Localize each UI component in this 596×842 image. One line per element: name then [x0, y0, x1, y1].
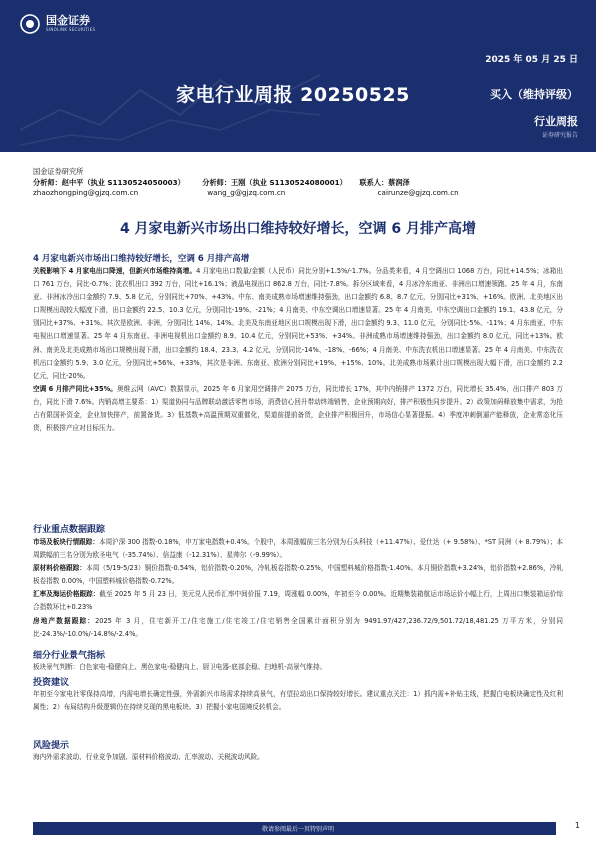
export-body: 4 月家电出口数量/金额（人民币）同比分别+1.5%/-1.7%。分品类来看，4 月空调出口 1068 万台，同比+14.5%；冰箱出口 761 万台，同比-0.7%；洗衣机出口 392 万台，同比+16.1%；液晶电视出口 862.8 万台，同比-7.8%。拆分区域来看，4 月冰冷东南亚、非洲出口增速领跑。25 年 4 月，东南亚、非洲冰冷出口金额约 7.9、5.8 亿元，分别同比+70%、+43%。中东、南美成熟市场增速维持强劲，出口金额约 6.8、8.7 亿元，分别同比+31%、+16%。欧洲、北美地区出口规模出现较大幅度下滑，出口金额约 22.5、10.3 亿元，分别同比-19%、-21%；4 月南美、中东空调出口增速显著。25 年 4 月南美、中东空调出口金额约 19.1、43.8 亿元，分别同比+37%、+31%。其次是欧洲、非洲，分别同比 14%、14%。北美及东南亚地区出口规模出现下滑，出口金额约 9.3、11.0 亿元，分别同比-5%、-11%；4 月东南亚、中东电视出口增速显著。25 年 4 月东南亚、非洲电视机出口金额约 8.9、10.4 亿元，分别同比+53%、+34%。非洲成熟市场增速维持强劲，出口金额约 8.0 亿元，同比+13%。欧洲、南美及北美成熟市场出口规模出现下滑，出口金额约 18.4、23.3、4.2 亿元，分别同比-14%、-18%、-66%；4 月南美、中东洗衣机出口增速显著。25 年 4 月南美、中东洗衣机出口金额约 5.9、3.0 亿元，分别同比+56%、+33%，其次是非洲、东南亚、欧洲分别同比+19%、+15%、10%。北美成熟市场累计出口规模出现大幅下滑，出口金额约 2.2 亿元，同比-20%。: [33, 267, 563, 380]
logo-icon: [20, 14, 40, 34]
author-block: [33, 167, 573, 199]
fx-lead: 汇率及海运价格跟踪：: [33, 590, 100, 599]
logo-text-en: SINOLINK SECURITIES: [46, 27, 96, 32]
analyst-1: 分析师：赵中平（执业 S1130524050003）: [33, 177, 185, 187]
logo-text-cn: 国金证券: [46, 14, 90, 27]
advice-text: 年初至今家电社零保持高增，内需电增长确定性强，外需新兴市场需求持续高景气，有望拉动出口保持较好增长。建议重点关注：1）抓内需+补贴主线，把握白电板块确定性及红利属性；2）布局结构升级逻辑仍在持续兑现的黑电板块。3）把握小家电国境反转机会。: [33, 690, 563, 712]
realestate-body: 2025 年 3 月，住宅新开工/住宅施工/住宅竣工/住宅销售全国累计面积分别为 9491.97/427,236.72/9,501.72/18,481.25 万平方米，分别同比-24.3%/-10.0%/-14.8%/-2.4%。: [33, 616, 564, 638]
sentiment-heading: 细分行业景气指标: [33, 651, 106, 661]
analyst-2-email[interactable]: wang_g@gjzq.com.cn: [207, 188, 286, 197]
ac-paragraph: [33, 383, 563, 435]
report-type: 行业周报: [534, 115, 578, 128]
contact-email[interactable]: cairunze@gjzq.com.cn: [377, 188, 459, 197]
fx-paragraph: [33, 588, 563, 614]
footer-disclaimer: 敬请参阅最后一页特别声明: [261, 826, 334, 833]
report-header: [0, 0, 596, 152]
sentiment-body: [33, 661, 563, 674]
market-lead: 市场及板块行情跟踪：: [33, 538, 99, 546]
institute-name: 国金证券研究所: [33, 167, 84, 176]
email-row: [33, 188, 573, 199]
raw-lead: 原材料价格跟踪：: [33, 564, 87, 573]
analyst-1-email[interactable]: zhaozhongping@gjzq.com.cn: [33, 188, 139, 197]
summary-body: [33, 265, 563, 435]
report-headline: 4 月家电新兴市场出口维持较好增长，空调 6 月排产高增: [119, 221, 477, 237]
raw-body: 本周（5/19-5/23）铜价指数-0.54%，铝价指数-0.20%，冷轧板卷指数-0.25%，中国塑料城价格指数-1.40%。本月铜价指数+3.24%，铝价指数+2.86%，冷轧板卷指数 0.00%，中国塑料城价格指数-0.72%。: [33, 564, 563, 586]
risk-heading: 风险提示: [33, 741, 70, 751]
tracking-body: [33, 536, 563, 641]
analyst-2: 分析师：王刚（执业 S1130524080001）: [202, 177, 347, 187]
export-lead: 关税影响下 4 月家电出口降速，但新兴市场维持高增。: [33, 267, 197, 275]
risk-body: [33, 751, 563, 764]
fx-body: 截至 2025 年 5 月 23 日，美元兑人民币汇率中间价报 7.19，周涨幅 0.00%，年初至今 0.00%。近期集装箱航运市场运价小幅上行，上周出口集装箱运价综合指数环比+0.23%: [33, 590, 564, 612]
ac-lead: 空调 6 月排产同比+35%。: [33, 384, 117, 393]
raw-paragraph: [33, 562, 563, 588]
tracking-heading: 行业重点数据跟踪: [33, 525, 106, 535]
contact-person: 联系人：蔡润泽: [359, 177, 410, 187]
advice-heading: 投资建议: [33, 678, 70, 688]
market-paragraph: [33, 536, 563, 562]
page-number: 1: [574, 821, 580, 830]
realestate-paragraph: [33, 615, 563, 641]
sentiment-text: 板块景气判断：白色家电-稳健向上、黑色家电-稳健向上、厨卫电器-底部企稳、扫地机-高景气维持。: [33, 663, 327, 671]
ac-body: 奥维云网（AVC）数据显示，2025 年 6 月家用空调排产 2075 万台，同比增长 17%，其中内销排产 1372 万台，同比增长 35.4%，出口排产 803 万台，同比下滑 7.6%。内销高增主要系：1）渠道协同与品牌联动激活零售市场，消费信心回升带动终端销售，企业预期向好，排产积极性同步提升。2）政策加码释放集中需求，为抢占有限国补资金，企业加快排产，前置备货。3）低基数+高温预期双重催化，渠道前提前备货，企业排产积极回升，市场信心显著提振。4）季度冲刺倒逼产能释放，企业常态化压货，积极排产应对目标压力。: [33, 384, 563, 433]
department-label: 证券研究报告: [541, 132, 578, 139]
page-footer: [0, 816, 596, 842]
analyst-row: [33, 178, 573, 189]
rating-badge: 买入（维持评级）: [490, 88, 578, 101]
company-logo: [20, 14, 95, 34]
report-title: 家电行业周报 20250525: [176, 84, 410, 106]
export-paragraph: [33, 265, 563, 383]
market-body: 本周沪深 300 指数-0.18%，申万家电指数+0.4%。个股中，本周涨幅前三名分别为石头科技（+11.47%）、爱仕达（+ 9.58%）、*ST 同洲（+ 8.79%）；本周跌幅前三名分别为欧圣电气（-35.74%）、倍益康（-12.31%）、星帅尔（-9.99%）。: [33, 538, 564, 560]
risk-text: 海内外需求波动、行业竞争加剧、原材料价格波动、汇率波动、关税波动风险。: [33, 753, 264, 761]
advice-body: [33, 688, 563, 714]
report-date: 2025 年 05 月 25 日: [485, 55, 578, 65]
summary-subtitle: 4 月家电新兴市场出口维持较好增长，空调 6 月排产高增: [33, 254, 250, 264]
realestate-lead: 房地产数据跟踪：: [33, 616, 96, 625]
